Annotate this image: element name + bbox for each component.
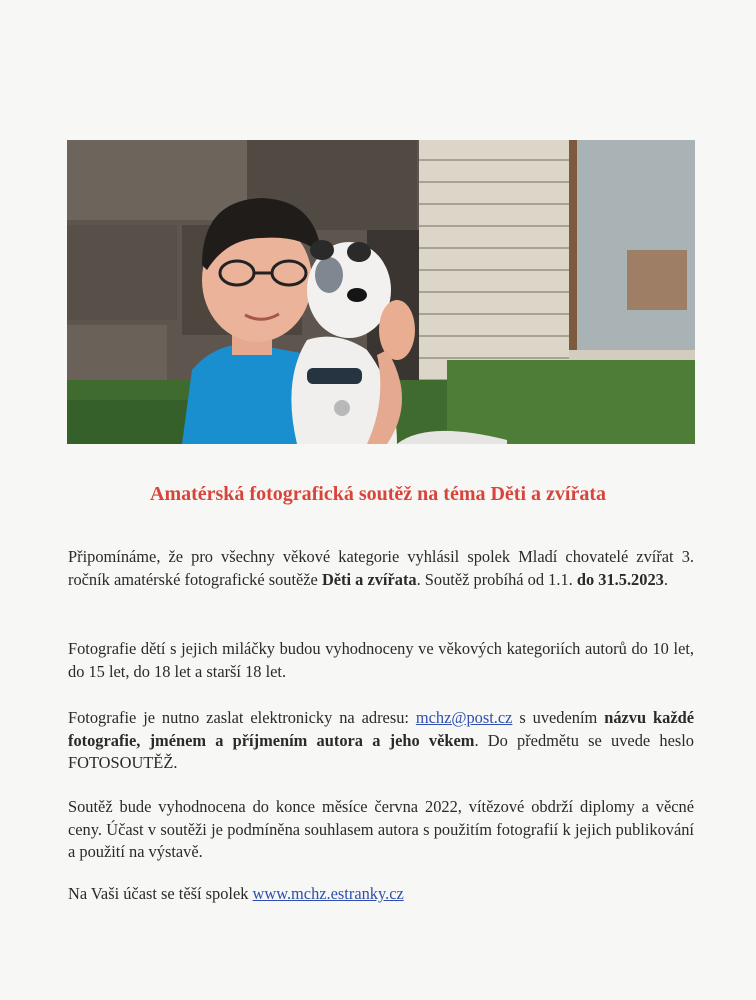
page-title: Amatérská fotografická soutěž na téma Děti a zvířata [150,483,606,505]
intro-text-b: . Soutěž probíhá od 1.1. [416,569,577,589]
categories-paragraph: Fotografie dětí s jejich miláčky budou vyhodnoceny ve věkových kategoriích autorů do 10 let, do 15 let, do 18 let a starší 18 let. [68,639,694,681]
intro-text-a: Připomínáme, že pro všechny věkové kategorie vyhlásil spolek Mladí chovatelé zvířat 3. ročník amatérské fotografické soutěže [68,547,694,589]
intro-text-c: . [663,569,668,589]
deadline: do 31.5.2023 [576,569,664,589]
website-link[interactable]: www.mchz.estranky.cz [252,884,404,903]
closing-paragraph [68,883,694,906]
submission-text-b: s uvedením [512,708,605,727]
boy-with-dog-photo [67,140,695,444]
evaluation-paragraph: Soutěž bude vyhodnocena do konce měsíce června 2022, vítězové obdrží diplomy a věcné ceny. Účast v soutěži je podmíněna souhlasem autora s použitím fotografií k jejich publikování a použití na výstavě. [68,797,694,861]
submission-paragraph [68,707,694,775]
email-link[interactable]: mchz@post.cz [415,708,513,727]
intro-paragraph [68,546,694,591]
submission-requirements: názvu každé fotografie, jménem a příjmením autora a jeho věkem [68,708,694,750]
submission-text-c: . Do předmětu se uvede heslo FOTOSOUTĚŽ. [68,730,694,772]
submission-text-a: Fotografie je nutno zaslat elektronicky na adresu: [68,708,416,727]
competition-name: Děti a zvířata [321,569,417,589]
closing-text: Na Vaši účast se těší spolek [68,884,253,903]
